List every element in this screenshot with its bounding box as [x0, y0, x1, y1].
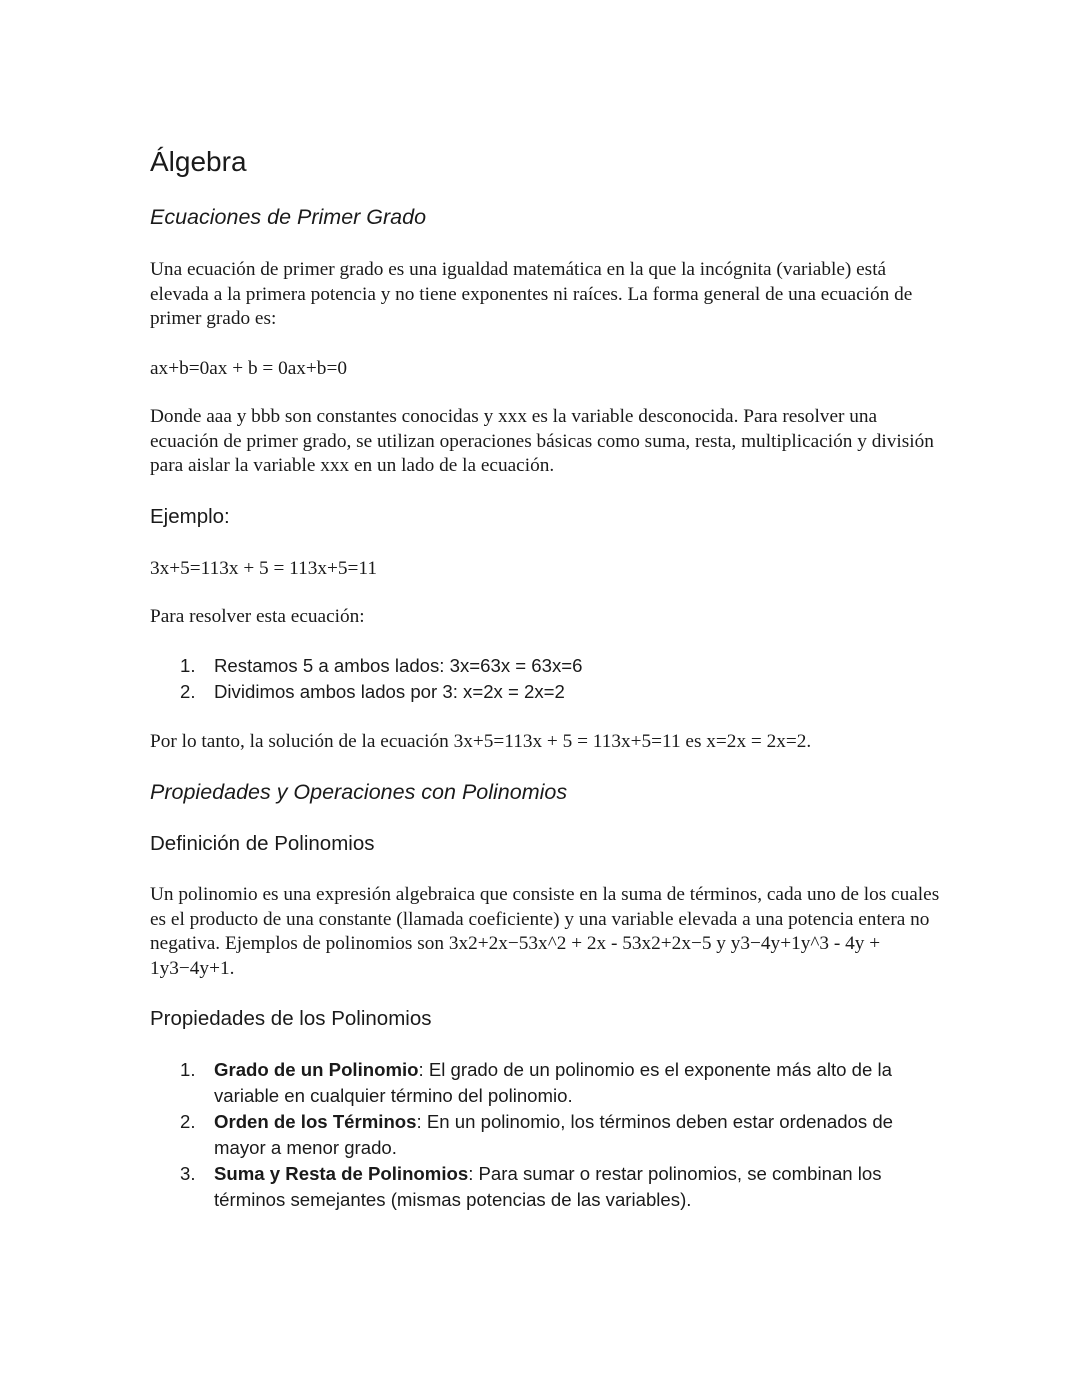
example-heading: Ejemplo: [150, 505, 230, 528]
definition-paragraph: Un polinomio es una expresión algebraica que consiste en la suma de términos, cada uno de los cuales es el producto de una constante (llamada coeficiente) y una variable elevada a una potencia entera no negativa. Ejemplos de polinomios son 3x2+2x−53x^2 + 2x - 53x2+2x−5 y y3−4y+1y^3 - 4y + 1y3−4y+1. [150, 884, 940, 979]
list-number: 2. [180, 1111, 196, 1132]
list-number: 3. [180, 1163, 196, 1184]
list-item [150, 679, 940, 705]
definition-heading: Definición de Polinomios [150, 832, 375, 855]
list-text: Restamos 5 a ambos lados: 3x=63x = 63x=6 [214, 655, 583, 676]
list-number: 1. [180, 1059, 196, 1080]
list-text: Dividimos ambos lados por 3: x=2x = 2x=2 [214, 681, 565, 702]
list-number: 1. [180, 655, 196, 676]
properties-heading: Propiedades de los Polinomios [150, 1007, 432, 1030]
intro-paragraph: Una ecuación de primer grado es una igualdad matemática en la que la incógnita (variable) está elevada a la primera potencia y no tiene exponentes ni raíces. La forma general de una ecuación de primer grado es: [150, 259, 913, 329]
steps-list [150, 653, 940, 705]
general-formula: ax+b=0ax + b = 0ax+b=0 [150, 358, 347, 379]
list-number: 2. [180, 681, 196, 702]
section-heading-polinomios: Propiedades y Operaciones con Polinomios [150, 780, 568, 804]
section-heading-ecuaciones: Ecuaciones de Primer Grado [150, 205, 427, 229]
list-item [150, 1057, 940, 1109]
page-title: Álgebra [150, 146, 247, 177]
property-term: Grado de un Polinomio [214, 1059, 419, 1080]
example-equation: 3x+5=113x + 5 = 113x+5=11 [150, 558, 377, 579]
property-text: : El grado de un polinomio es el exponente más alto de la variable en cualquier término del polinomio. [214, 1059, 892, 1106]
property-text: : Para sumar o restar polinomios, se combinan los términos semejantes (mismas potencias de las variables). [214, 1163, 882, 1210]
property-term: Suma y Resta de Polinomios [214, 1163, 469, 1184]
conclusion-paragraph: Por lo tanto, la solución de la ecuación 3x+5=113x + 5 = 113x+5=11 es x=2x = 2x=2. [150, 731, 812, 752]
property-text: : En un polinomio, los términos deben estar ordenados de mayor a menor grado. [214, 1111, 894, 1158]
explanation-paragraph: Donde aaa y bbb son constantes conocidas y xxx es la variable desconocida. Para resolver una ecuación de primer grado, se utilizan operaciones básicas como suma, resta, multiplicación y división para aislar la variable xxx en un lado de la ecuación. [150, 406, 934, 476]
properties-list [150, 1057, 940, 1213]
steps-intro: Para resolver esta ecuación: [150, 606, 365, 627]
list-item [150, 1161, 940, 1213]
property-term: Orden de los Términos [214, 1111, 417, 1132]
list-item [150, 1109, 940, 1161]
list-item [150, 653, 940, 679]
